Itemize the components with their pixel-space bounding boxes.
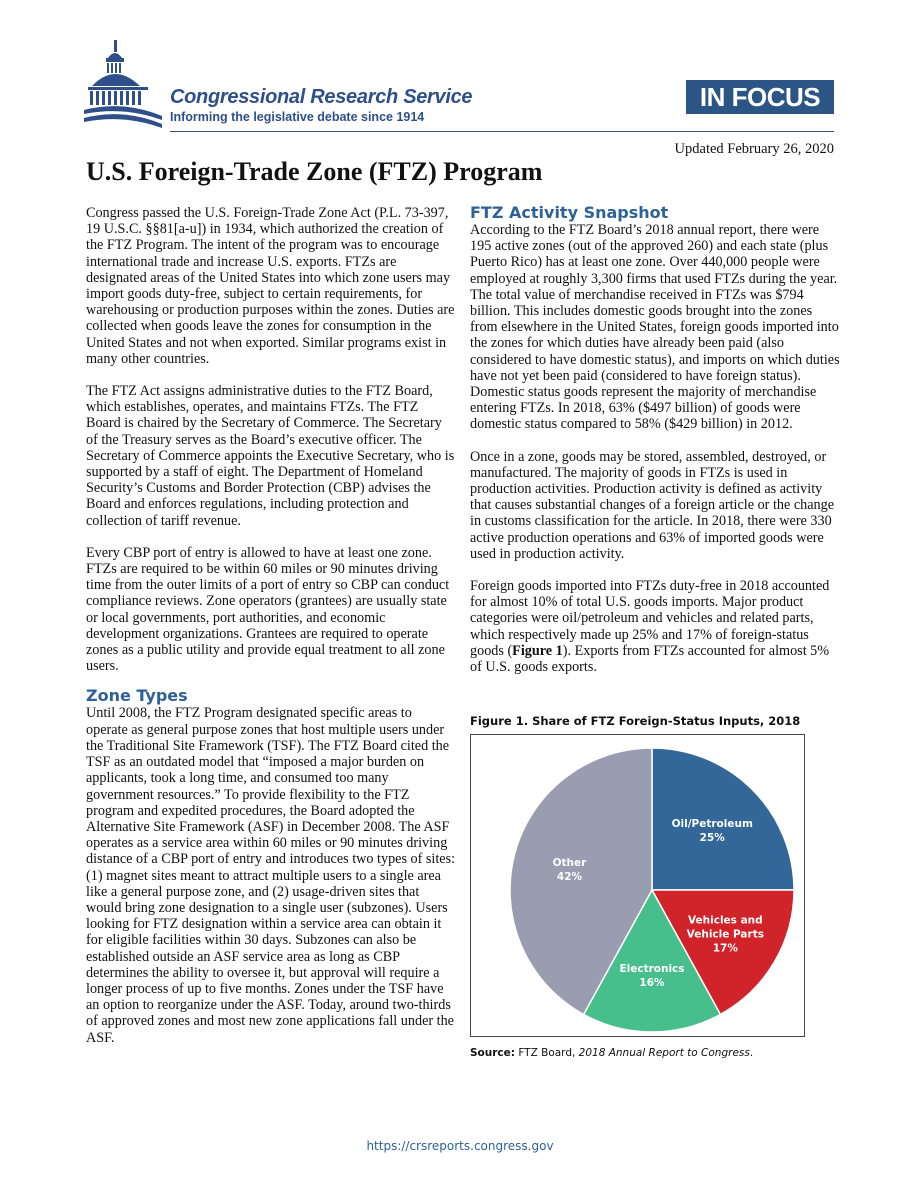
figure-reference: Figure 1 <box>512 642 563 659</box>
pie-label-electronics-0: Electronics <box>619 963 685 976</box>
source-label: Source: <box>470 1047 515 1059</box>
org-tagline: Informing the legislative debate since 1914 <box>170 110 425 124</box>
intro-paragraph: Congress passed the U.S. Foreign-Trade Zone Act (P.L. 73-397, 19 U.S.C. §§81[a-u]) in 1934, which authorized the creation of the FTZ Program. The intent of the program was to encourage international trade and increase U.S. exports. FTZs are designated areas of the United States into which zone users may import goods duty-free, subject to certain requirements, for warehousing or production purposes within the zones. Duties are collected when goods leave the zones for consumption in the United States and not when exported. Similar programs exist in many other countries. <box>86 205 455 367</box>
board-paragraph: The FTZ Act assigns administrative duties to the FTZ Board, which establishes, operates, and maintains FTZs. The FTZ Board is chaired by the Secretary of Commerce. The Secretary of the Treasury serves as the Board’s executive officer. The Secretary of Commerce appoints the Executive Secretary, who is supported by a staff of eight. The Department of Homeland Security’s Customs and Border Protection (CBP) advises the Board and enforces regulations, including protection and collection of tariff revenue. <box>86 383 455 529</box>
figure-frame <box>470 734 805 1037</box>
port-paragraph: Every CBP port of entry is allowed to have at least one zone. FTZs are required to be within 60 miles or 90 minutes driving time from the outer limits of a port of entry so CBP can conduct compliance reviews. Zone operators (grantees) are usually state or local governments, port authorities, and economic development organizations. Grantees are required to operate zones as a public utility and provide equal treatment to all zone users. <box>86 544 450 675</box>
snapshot-paragraph: According to the FTZ Board’s 2018 annual report, there were 195 active zones (out of the approved 260) and each state (plus Puerto Rico) has at least one zone. Over 440,000 people were employed at roughly 3,300 firms that used FTZs during the year. The total value of merchandise received in FTZs was $794 billion. This includes domestic goods brought into the zones from elsewhere in the United States, foreign goods imported into the zones for which duties have already been paid (also considered to have domestic status), and imports on which duties have not yet been paid (considered to have foreign status). Domestic status goods represent the majority of merchandise entering FTZs. In 2018, 63% ($497 billion) of goods were domestic status compared to 58% ($429 billion) in 2012. <box>470 222 840 433</box>
pie-label-other-0: Other <box>552 856 587 869</box>
pie-label-electronics-1: 16% <box>639 977 665 990</box>
pie-chart <box>471 735 804 1036</box>
imports-text-a: Foreign goods imported into FTZs duty-free in 2018 accounted for almost 10% of total U.S. goods imports. Major product categories were oil/petroleum and vehicles and related parts, which respectively made up 25% and 17% of foreign-status goods ( <box>470 578 830 659</box>
production-paragraph: Once in a zone, goods may be stored, assembled, destroyed, or manufactured. The majority of goods in FTZs is used in production activities. Production activity is defined as activity that causes substantial changes of a foreign article or the change in customs classification for the article. In 2018, there were 330 active production operations and 63% of imported goods were used in production activity. <box>470 448 834 562</box>
source-text: FTZ Board, <box>514 1047 579 1059</box>
figure-source <box>470 1047 753 1059</box>
pie-label-vehicles-and-vehicle-parts-0: Vehicles and <box>687 914 763 927</box>
page-title: U.S. Foreign-Trade Zone (FTZ) Program <box>86 157 543 186</box>
header-rule <box>170 131 834 132</box>
footer-url[interactable]: https://crsreports.congress.gov <box>366 1139 554 1153</box>
zone-types-paragraph: Until 2008, the FTZ Program designated specific areas to operate as general purpose zones that host multiple users under the Traditional Site Framework (TSF). The FTZ Board cited the TSF as an outdated model that “imposed a major burden on applicants, took a long time, and consumed too many government resources.” To provide flexibility to the FTZ program and expedited procedures, the Board adopted the Alternative Site Framework (ASF) in December 2008. The ASF operates as a service area within 60 miles or 90 minutes driving distance of a CBP port of entry and introduces two types of sites: (1) magnet sites meant to attract multiple users to a single area like a general purpose zone, and (2) usage-driven sites that would bring zone designation to a single user (subzones). Users looking for FTZ designation within a service area can obtain it for eligible facilities within 30 days. Subzones can also be established outside an ASF service area as long as CBP determines the ability to oversee it, but approval will require a longer process of up to five months. Zones under the TSF have an option to reorganize under the ASF. Today, around two-thirds of approved zones and most new zone applications fall under the ASF. <box>86 705 456 1046</box>
capitol-dome-logo <box>84 40 164 128</box>
org-name: Congressional Research Service <box>170 86 473 108</box>
right-column <box>470 203 840 675</box>
in-focus-badge: IN FOCUS <box>686 80 834 114</box>
pie-label-oil-petroleum-1: 25% <box>699 831 725 844</box>
source-end: . <box>749 1047 754 1059</box>
zone-types-heading: Zone Types <box>86 686 188 706</box>
imports-paragraph <box>470 578 840 675</box>
figure-caption: Figure 1. Share of FTZ Foreign-Status Inputs, 2018 <box>470 714 801 728</box>
source-title: 2018 Annual Report to Congress <box>578 1047 750 1059</box>
pie-label-vehicles-and-vehicle-parts-2: 17% <box>712 942 738 955</box>
updated-date: Updated February 26, 2020 <box>674 141 834 157</box>
imports-text-b: ). Exports from FTZs accounted for almost 5% of U.S. goods exports. <box>470 642 830 676</box>
snapshot-heading: FTZ Activity Snapshot <box>470 203 669 222</box>
pie-label-oil-petroleum-0: Oil/Petroleum <box>671 817 753 830</box>
pie-label-vehicles-and-vehicle-parts-1: Vehicle Parts <box>686 928 764 941</box>
pie-label-other-1: 42% <box>556 870 583 883</box>
left-column <box>86 205 456 1046</box>
